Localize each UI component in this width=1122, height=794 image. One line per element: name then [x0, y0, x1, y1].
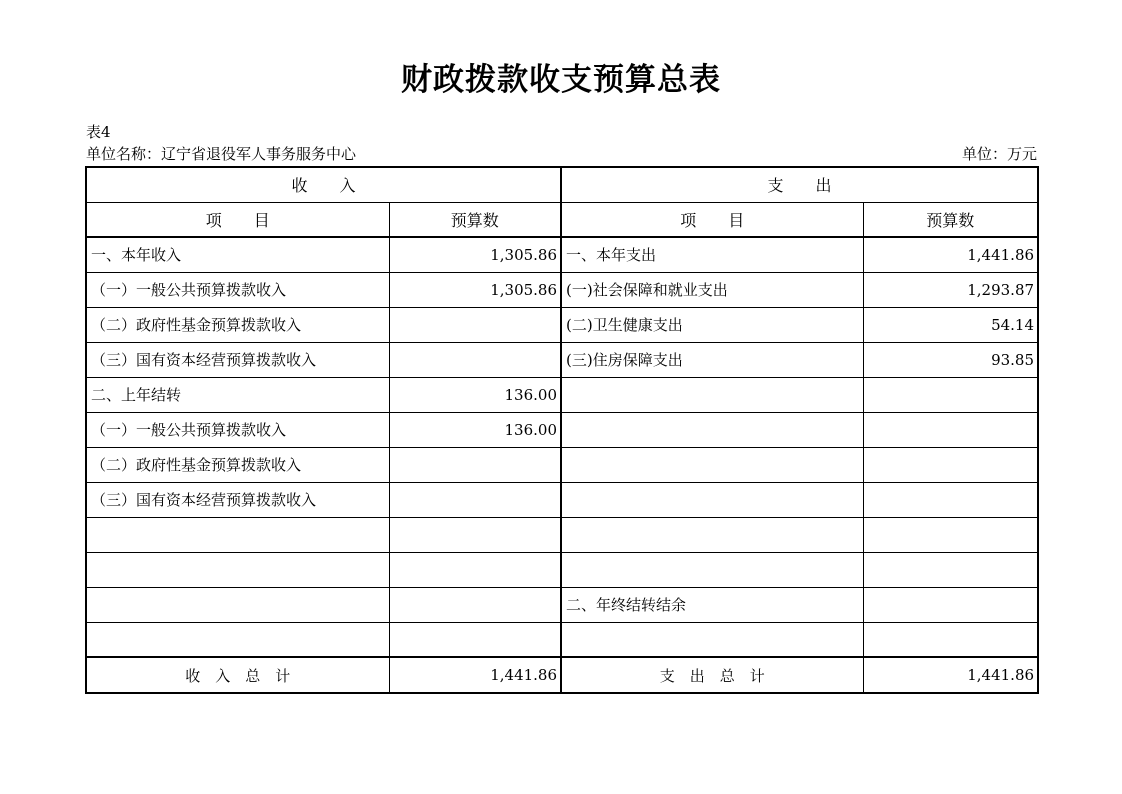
expense-value-cell [863, 622, 1038, 657]
income-value-cell [389, 622, 561, 657]
income-budget-column-header: 预算数 [389, 202, 561, 237]
table-row [86, 447, 1038, 482]
income-value-cell: 136.00 [389, 377, 561, 412]
table-row [86, 482, 1038, 517]
income-value-cell [389, 447, 561, 482]
expense-value-cell: 93.85 [863, 342, 1038, 377]
budget-table [85, 166, 1039, 694]
expense-item-cell: (二)卫生健康支出 [561, 307, 863, 342]
income-item-cell: 二、上年结转 [86, 377, 389, 412]
section-header-row [86, 167, 1038, 202]
income-value-cell [389, 482, 561, 517]
income-item-cell [86, 552, 389, 587]
table-row [86, 307, 1038, 342]
total-row [86, 657, 1038, 693]
table-row [86, 412, 1038, 447]
expense-item-cell: (一)社会保障和就业支出 [561, 272, 863, 307]
expense-item-cell: 一、本年支出 [561, 237, 863, 272]
income-item-cell: （一）一般公共预算拨款收入 [86, 412, 389, 447]
income-item-cell: （一）一般公共预算拨款收入 [86, 272, 389, 307]
income-item-cell: （二）政府性基金预算拨款收入 [86, 307, 389, 342]
expense-section-header: 支 出 [561, 167, 1038, 202]
expense-budget-column-header: 预算数 [863, 202, 1038, 237]
expense-value-cell [863, 517, 1038, 552]
income-item-cell [86, 622, 389, 657]
expense-value-cell [863, 587, 1038, 622]
table-row [86, 552, 1038, 587]
table-row [86, 517, 1038, 552]
expense-item-cell [561, 552, 863, 587]
expense-item-column-header: 项 目 [561, 202, 863, 237]
income-item-cell: （三）国有资本经营预算拨款收入 [86, 342, 389, 377]
expense-value-cell [863, 482, 1038, 517]
expense-value-cell: 1,441.86 [863, 237, 1038, 272]
table-row [86, 377, 1038, 412]
expense-item-cell [561, 377, 863, 412]
expense-item-cell: (三)住房保障支出 [561, 342, 863, 377]
income-item-cell [86, 587, 389, 622]
expense-item-cell [561, 622, 863, 657]
income-item-cell: （二）政府性基金预算拨款收入 [86, 447, 389, 482]
expense-total-label: 支 出 总 计 [561, 657, 863, 693]
income-value-cell: 1,305.86 [389, 237, 561, 272]
table-row [86, 237, 1038, 272]
income-value-cell [389, 517, 561, 552]
expense-item-cell [561, 412, 863, 447]
expense-item-cell [561, 517, 863, 552]
table-meta-line [86, 143, 1037, 164]
income-total-value: 1,441.86 [389, 657, 561, 693]
expense-value-cell: 54.14 [863, 307, 1038, 342]
income-total-label: 收 入 总 计 [86, 657, 389, 693]
income-item-cell [86, 517, 389, 552]
expense-value-cell: 1,293.87 [863, 272, 1038, 307]
income-item-column-header: 项 目 [86, 202, 389, 237]
page-title: 财政拨款收支预算总表 [401, 62, 721, 98]
income-value-cell [389, 552, 561, 587]
column-header-row [86, 202, 1038, 237]
income-value-cell [389, 587, 561, 622]
income-value-cell: 136.00 [389, 412, 561, 447]
expense-total-value: 1,441.86 [863, 657, 1038, 693]
unit-name: 单位名称：辽宁省退役军人事务服务中心 [86, 145, 357, 163]
expense-item-cell: 二、年终结转结余 [561, 587, 863, 622]
expense-item-cell [561, 482, 863, 517]
table-number: 表4 [86, 123, 111, 141]
expense-value-cell [863, 412, 1038, 447]
income-section-header: 收 入 [86, 167, 561, 202]
table-row [86, 622, 1038, 657]
income-item-cell: 一、本年收入 [86, 237, 389, 272]
income-value-cell: 1,305.86 [389, 272, 561, 307]
table-row [86, 587, 1038, 622]
income-value-cell [389, 307, 561, 342]
expense-value-cell [863, 552, 1038, 587]
expense-value-cell [863, 377, 1038, 412]
unit-of-measure: 单位：万元 [961, 145, 1037, 163]
expense-item-cell [561, 447, 863, 482]
income-item-cell: （三）国有资本经营预算拨款收入 [86, 482, 389, 517]
expense-value-cell [863, 447, 1038, 482]
income-value-cell [389, 342, 561, 377]
table-row [86, 272, 1038, 307]
table-row [86, 342, 1038, 377]
